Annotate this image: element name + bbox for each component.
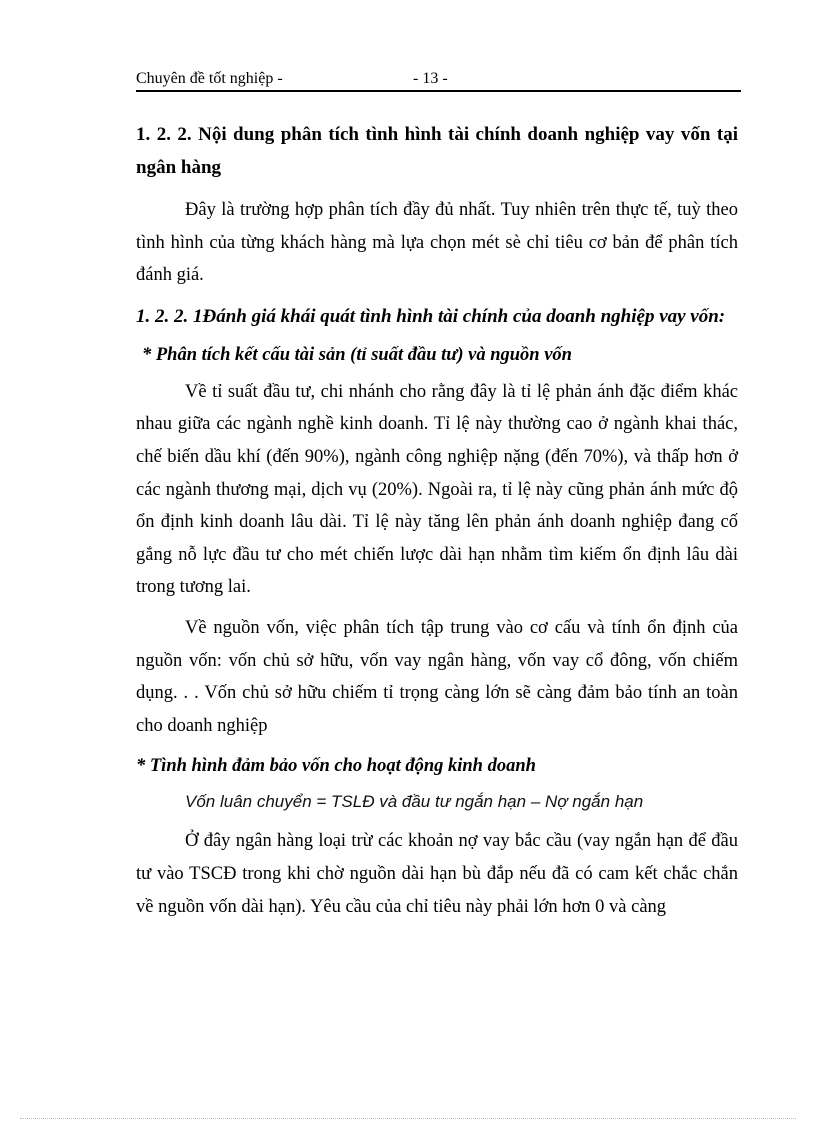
document-body: [136, 118, 738, 931]
working-capital-formula: Vốn luân chuyển = TSLĐ và đầu tư ngắn hạn – Nợ ngắn hạn: [185, 792, 644, 812]
subheading-asset-structure: * Phân tích kết cấu tài sản (tỉ suất đầu tư) và nguồn vốn: [142, 344, 572, 365]
intro-paragraph: Đây là trường hợp phân tích đầy đủ nhất. Tuy nhiên trên thực tế, tuỳ theo tình hình của từng khách hàng mà lựa chọn mét sè chỉ tiêu cơ bản để phân tích đánh giá.: [136, 200, 738, 286]
section-title: 1. 2. 2. Nội dung phân tích tình hình tài chính doanh nghiệp vay vốn tại ngân hàng: [136, 124, 738, 178]
header-title: Chuyên đề tốt nghiệp -: [136, 70, 283, 87]
paragraph-investment-ratio: Về tỉ suất đầu tư, chi nhánh cho rằng đây là tỉ lệ phản ánh đặc điểm khác nhau giữa các ngành nghề kinh doanh. Tỉ lệ này thường cao ở ngành khai thác, chế biến dầu khí (đến 90%), ngành công nghiệp nặng (đến 70%), và thấp hơn ở các ngành thương mại, dịch vụ (20%). Ngoài ra, tỉ lệ này cũng phản ánh mức độ ổn định kinh doanh lâu dài. Tỉ lệ này tăng lên phản ánh doanh nghiệp đang cố gắng nỗ lực đầu tư cho mét chiến lược dài hạn nhằm tìm kiếm ổn định lâu dài trong tương lai.: [136, 381, 738, 598]
subheading-capital-assurance: * Tình hình đảm bảo vốn cho hoạt động kinh doanh: [136, 756, 536, 777]
page-bottom-border: [20, 1118, 796, 1119]
page-header: [136, 68, 741, 92]
page-number: - 13 -: [413, 70, 448, 87]
subsection-title: 1. 2. 2. 1Đánh giá khái quát tình hình tài chính của doanh nghiệp vay vốn:: [136, 305, 726, 327]
paragraph-bridge-loans: Ở đây ngân hàng loại trừ các khoản nợ vay bắc cầu (vay ngắn hạn để đầu tư vào TSCĐ trong khi chờ nguồn dài hạn bù đắp nếu đã có cam kết chắc chắn về nguồn vốn dài hạn). Yêu cầu của chỉ tiêu này phải lớn hơn 0 và càng: [136, 831, 738, 917]
paragraph-capital-sources: Về nguồn vốn, việc phân tích tập trung vào cơ cấu và tính ổn định của nguồn vốn: vốn chủ sở hữu, vốn vay ngân hàng, vốn vay cổ đông, vốn chiếm dụng. . . Vốn chủ sở hữu chiếm tỉ trọng càng lớn sẽ càng đảm bảo tính an toàn cho doanh nghiệp: [136, 617, 738, 736]
